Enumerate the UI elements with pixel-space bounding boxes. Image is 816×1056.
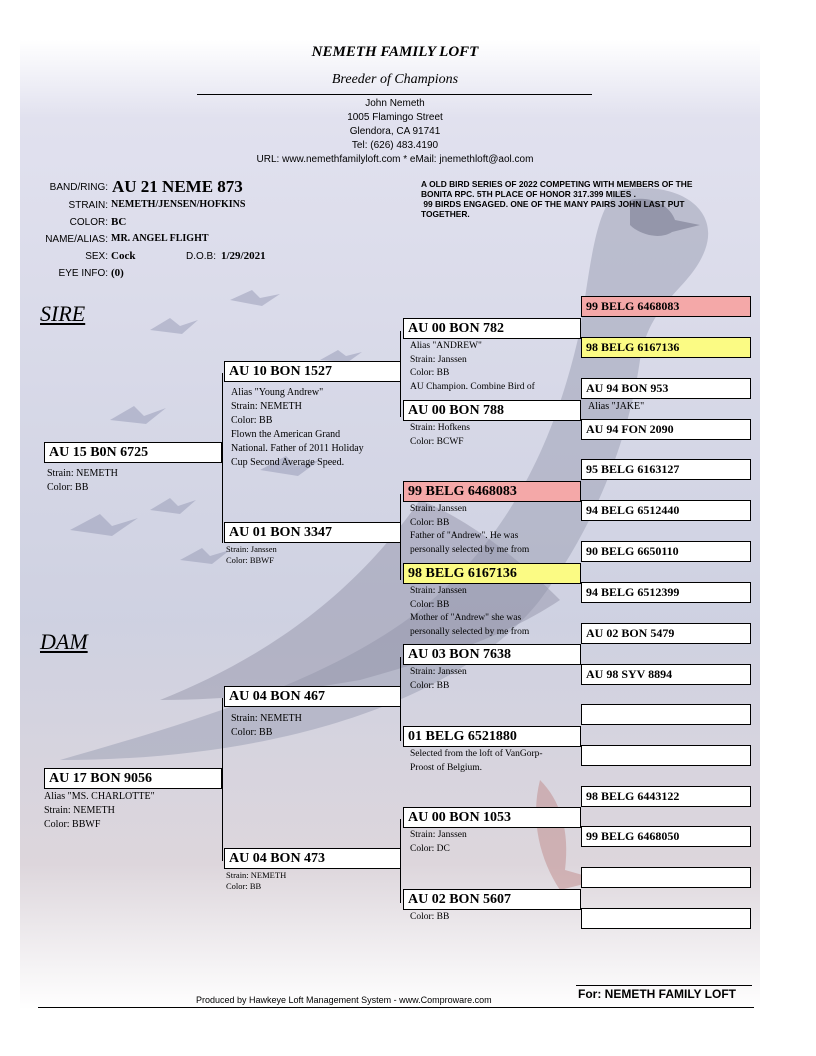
info-line: Selected from the loft of VanGorp- [410,749,543,759]
info-line: Mother of "Andrew" she was [410,613,522,623]
info-line: Color: BB [410,912,450,922]
eye-value: (0) [111,267,124,279]
info-line: National. Father of 2011 Holiday [231,443,364,454]
ss-dam-band[interactable]: AU 00 BON 788 [403,400,581,421]
contact-phone: Tel: (626) 483.4190 [351,140,439,151]
sd-dam-band[interactable]: 98 BELG 6167136 [403,563,581,584]
info-line: personally selected by me from [410,626,530,637]
info-line: Father of "Andrew". He was [410,531,519,541]
dd-sire-info [410,829,467,856]
sex-value: Cock [111,250,136,262]
loft-title: NEMETH FAMILY LOFT [311,44,479,60]
sd-dam-info [410,585,529,639]
info-line: Color: BB [231,727,273,738]
g4-band-11[interactable] [581,704,751,725]
strain-label: STRAIN: [68,200,108,211]
info-line: Color: BCWF [410,436,464,447]
footer-signature-line [576,985,752,986]
dam-dam-info [226,870,286,892]
ss-dam-info [410,422,470,449]
info-line: Strain: NEMETH [231,401,302,412]
info-line: Color: DC [410,843,450,854]
contact-city: Glendora, CA 91741 [349,126,441,137]
info-line: Color: BB [410,599,450,610]
g4-band-7[interactable]: 90 BELG 6650110 [581,541,751,562]
info-line: Strain: Janssen [410,830,467,840]
connector-line [222,373,223,543]
sd-sire-band[interactable]: 99 BELG 6468083 [403,481,581,502]
dam-dam-band[interactable]: AU 04 BON 473 [224,848,401,869]
info-line: Color: BB [410,517,450,528]
info-line: Strain: Janssen [410,504,467,514]
dob-label: D.O.B: [186,251,217,262]
info-line: Strain: Janssen [410,667,467,677]
ds-sire-band[interactable]: AU 03 BON 7638 [403,644,581,665]
dd-dam-band[interactable]: AU 02 BON 5607 [403,889,581,910]
sire-info [47,467,118,495]
contact-street: 1005 Flamingo Street [347,112,443,123]
name-value: MR. ANGEL FLIGHT [111,233,209,244]
dob-value: 1/29/2021 [221,250,266,262]
for-loft: For: NEMETH FAMILY LOFT [578,987,736,1001]
g4-band-10[interactable]: AU 98 SYV 8894 [581,664,751,685]
info-line: Color: BB [231,415,273,426]
ss-sire-info [410,340,535,394]
ds-dam-info [410,748,543,775]
g4-band-16[interactable] [581,908,751,929]
g4-band-8[interactable]: 94 BELG 6512399 [581,582,751,603]
dd-sire-band[interactable]: AU 00 BON 1053 [403,807,581,828]
info-line: Cup Second Average Speed. [231,457,345,468]
info-line: Color: BB [226,881,262,891]
note-line: BONITA RPC. 5TH PLACE OF HONOR 317.399 MILES . [421,189,636,199]
info-line: Strain: Janssen [226,544,277,554]
dd-dam-info [410,911,449,925]
info-line: Strain: NEMETH [231,713,302,724]
info-line: Color: BB [47,482,89,493]
g4-band-5[interactable]: 95 BELG 6163127 [581,459,751,480]
g4-band-4[interactable]: AU 94 FON 2090 [581,419,751,440]
info-line: Strain: Janssen [410,586,467,596]
sire-dam-band[interactable]: AU 01 BON 3347 [224,522,401,543]
g4-band-1[interactable]: 99 BELG 6468083 [581,296,751,317]
band-label: BAND/RING: [49,182,108,193]
info-line: Alias "MS. CHARLOTTE" [44,791,155,802]
info-line: Strain: NEMETH [47,468,118,479]
g4-band-9[interactable]: AU 02 BON 5479 [581,623,751,644]
info-line: Color: BBWF [226,555,274,565]
ss-sire-band[interactable]: AU 00 BON 782 [403,318,581,339]
sex-label: SEX: [85,251,108,262]
info-line: Strain: Hofkens [410,423,470,433]
ds-sire-info [410,666,467,693]
strain-value: NEMETH/JENSEN/HOFKINS [111,199,246,210]
g4-band-2[interactable]: 98 BELG 6167136 [581,337,751,358]
produced-by: Produced by Hawkeye Loft Management System - www.Comproware.com [196,995,492,1005]
ds-dam-band[interactable]: 01 BELG 6521880 [403,726,581,747]
info-line: Color: BBWF [44,819,101,830]
name-label: NAME/ALIAS: [45,234,108,245]
g4-band-13[interactable]: 98 BELG 6443122 [581,786,751,807]
bird-notes [421,179,741,219]
dam-info [44,790,155,832]
info-line: Alias "Young Andrew" [231,387,324,398]
dam-sire-info [231,712,302,740]
dam-heading: DAM [40,629,88,654]
contact-web-email: URL: www.nemethfamilyloft.com * eMail: jnemethloft@aol.com [256,154,534,165]
g4-band-14[interactable]: 99 BELG 6468050 [581,826,751,847]
contact-name: John Nemeth [365,98,425,109]
info-line: Color: BB [410,680,450,691]
note-line: 99 BIRDS ENGAGED. ONE OF THE MANY PAIRS JOHN LAST PUT [421,199,685,209]
info-line: Strain: NEMETH [44,805,115,816]
g4-band-3[interactable]: AU 94 BON 953 [581,378,751,399]
g4-band-6[interactable]: 94 BELG 6512440 [581,500,751,521]
g4-band-3-note: Alias "JAKE" [588,401,645,412]
info-line: Proost of Belgium. [410,762,483,773]
band-value: AU 21 NEME 873 [112,177,243,196]
sire-sire-band[interactable]: AU 10 BON 1527 [224,361,401,382]
sire-dam-info [226,544,277,566]
footer-rule [38,1007,754,1008]
color-label: COLOR: [69,217,108,228]
note-line: TOGETHER. [421,209,470,219]
info-line: Strain: NEMETH [226,870,287,880]
info-line: AU Champion. Combine Bird of [410,381,535,392]
connector-line [222,698,223,861]
g4-band-15[interactable] [581,867,751,888]
eye-label: EYE INFO: [58,268,108,279]
loft-subtitle: Breeder of Champions [331,72,459,87]
dam-sire-band[interactable]: AU 04 BON 467 [224,686,401,707]
sd-sire-info [410,503,529,557]
color-value: BC [111,216,127,228]
info-line: Alias "ANDREW" [410,341,482,351]
info-line: Flown the American Grand [231,429,341,440]
dam-band[interactable]: AU 17 BON 9056 [44,768,222,789]
sire-sire-info [231,386,364,470]
info-line: Color: BB [410,368,450,378]
header-divider [197,94,592,95]
info-line: Strain: Janssen [410,354,467,365]
g4-band-12[interactable] [581,745,751,766]
sire-band[interactable]: AU 15 B0N 6725 [44,442,222,463]
note-line: A OLD BIRD SERIES OF 2022 COMPETING WITH MEMBERS OF THE [421,179,693,189]
info-line: personally selected by me from [410,544,530,555]
sire-heading: SIRE [40,301,86,326]
